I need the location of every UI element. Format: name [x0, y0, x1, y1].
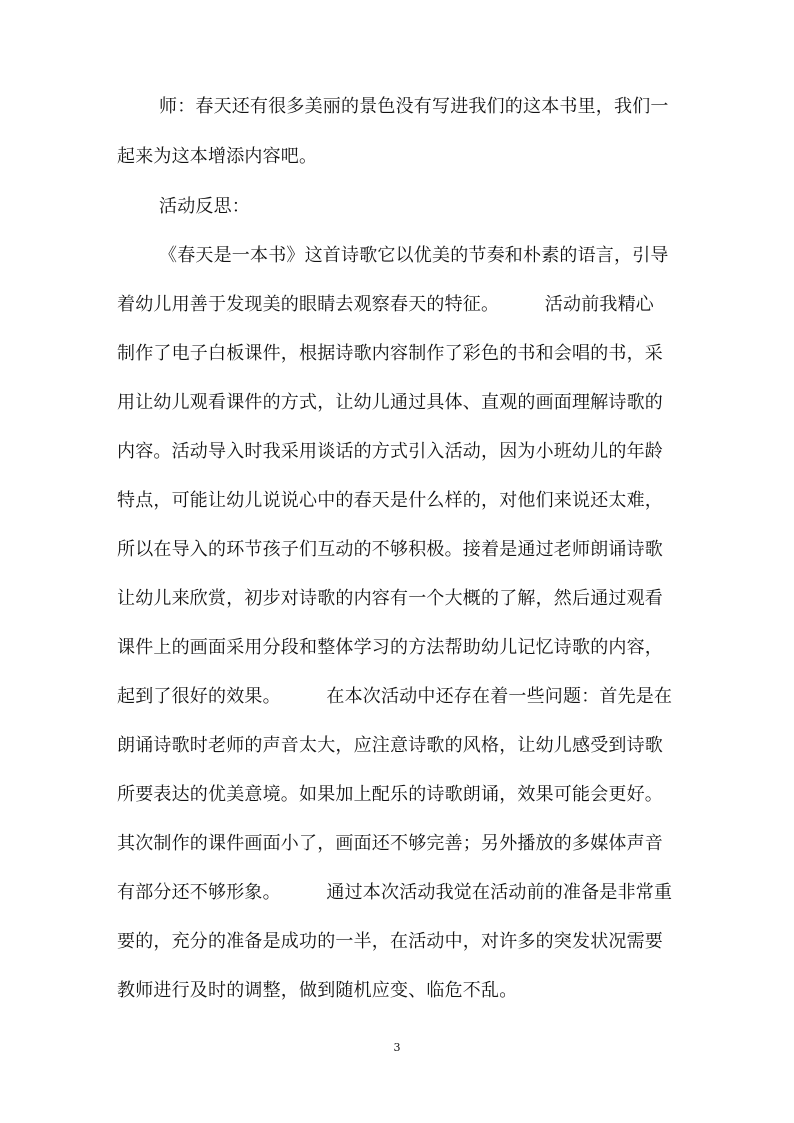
paragraph-line: 让幼儿来欣赏，初步对诗歌的内容有一个大概的了解，然后通过观看 [117, 588, 663, 609]
paragraph-line: 要的，充分的准备是成功的一半，在活动中，对许多的突发状况需要 [117, 931, 663, 952]
paragraph-line: 所以在导入的环节孩子们互动的不够积极。接着是通过老师朗诵诗歌 [117, 539, 663, 560]
paragraph-line: 《春天是一本书》这首诗歌它以优美的节奏和朴素的语言，引导 [159, 245, 669, 266]
page-number: 3 [393, 1041, 401, 1054]
paragraph-line: 着幼儿用善于发现美的眼睛去观察春天的特征。 活动前我精心 [117, 294, 654, 315]
paragraph-line: 起到了很好的效果。 在本次活动中还存在着一些问题：首先是在 [117, 686, 673, 707]
paragraph-line: 课件上的画面采用分段和整体学习的方法帮助幼儿记忆诗歌的内容， [117, 637, 663, 658]
section-heading: 活动反思： [159, 196, 250, 217]
paragraph-line: 特点，可能让幼儿说说心中的春天是什么样的，对他们来说还太难， [117, 490, 663, 511]
paragraph-line: 教师进行及时的调整，做到随机应变、临危不乱。 [117, 980, 518, 1001]
paragraph-line: 有部分还不够形象。 通过本次活动我觉在活动前的准备是非常重 [117, 882, 673, 903]
paragraph-line: 师：春天还有很多美丽的景色没有写进我们的这本书里，我们一 [159, 96, 669, 117]
paragraph-line: 起来为这本增添内容吧。 [117, 146, 318, 167]
paragraph-line: 用让幼儿观看课件的方式，让幼儿通过具体、直观的画面理解诗歌的 [117, 392, 663, 413]
paragraph-line: 制作了电子白板课件，根据诗歌内容制作了彩色的书和会唱的书，采 [117, 343, 663, 364]
paragraph-line: 内容。活动导入时我采用谈话的方式引入活动，因为小班幼儿的年龄 [117, 441, 663, 462]
paragraph-line: 朗诵诗歌时老师的声音太大，应注意诗歌的风格，让幼儿感受到诗歌 [117, 735, 663, 756]
paragraph-line: 所要表达的优美意境。如果加上配乐的诗歌朗诵，效果可能会更好。 [117, 784, 663, 805]
paragraph-line: 其次制作的课件画面小了，画面还不够完善；另外播放的多媒体声音 [117, 833, 663, 854]
